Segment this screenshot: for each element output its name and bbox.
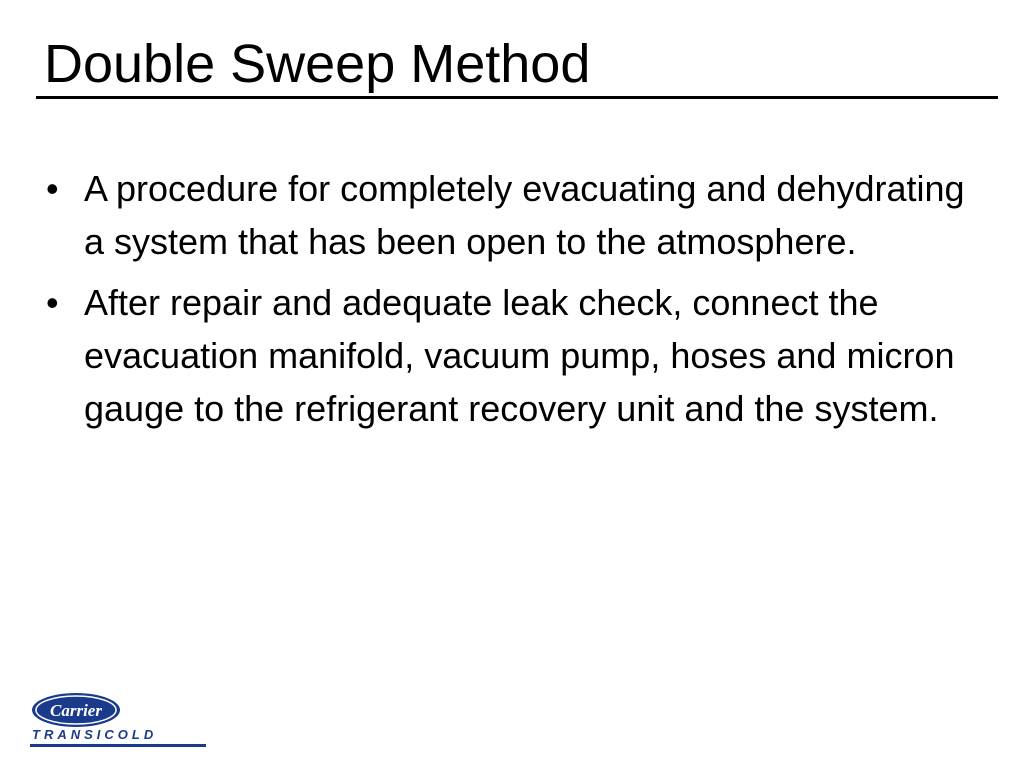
- bullet-item: [44, 276, 994, 435]
- logo-subtitle-text: TRANSICOLD: [32, 727, 158, 742]
- logo-underline: [30, 744, 206, 747]
- bullet-item: [44, 162, 994, 268]
- logo-graphic: [28, 688, 208, 752]
- bullet-marker: •: [46, 282, 59, 323]
- title-underline: [36, 96, 998, 99]
- bullet-marker: •: [46, 168, 59, 209]
- carrier-transicold-logo: [28, 688, 208, 752]
- bullet-text: After repair and adequate leak check, connect the evacuation manifold, vacuum pump, hoses and micron gauge to the refrigerant recovery unit and the system.: [84, 282, 955, 429]
- slide-title: Double Sweep Method: [44, 34, 591, 94]
- logo-brand-text: Carrier: [50, 701, 102, 720]
- bullet-list: [44, 162, 994, 443]
- bullet-text: A procedure for completely evacuating and dehydrating a system that has been open to the atmosphere.: [84, 168, 965, 262]
